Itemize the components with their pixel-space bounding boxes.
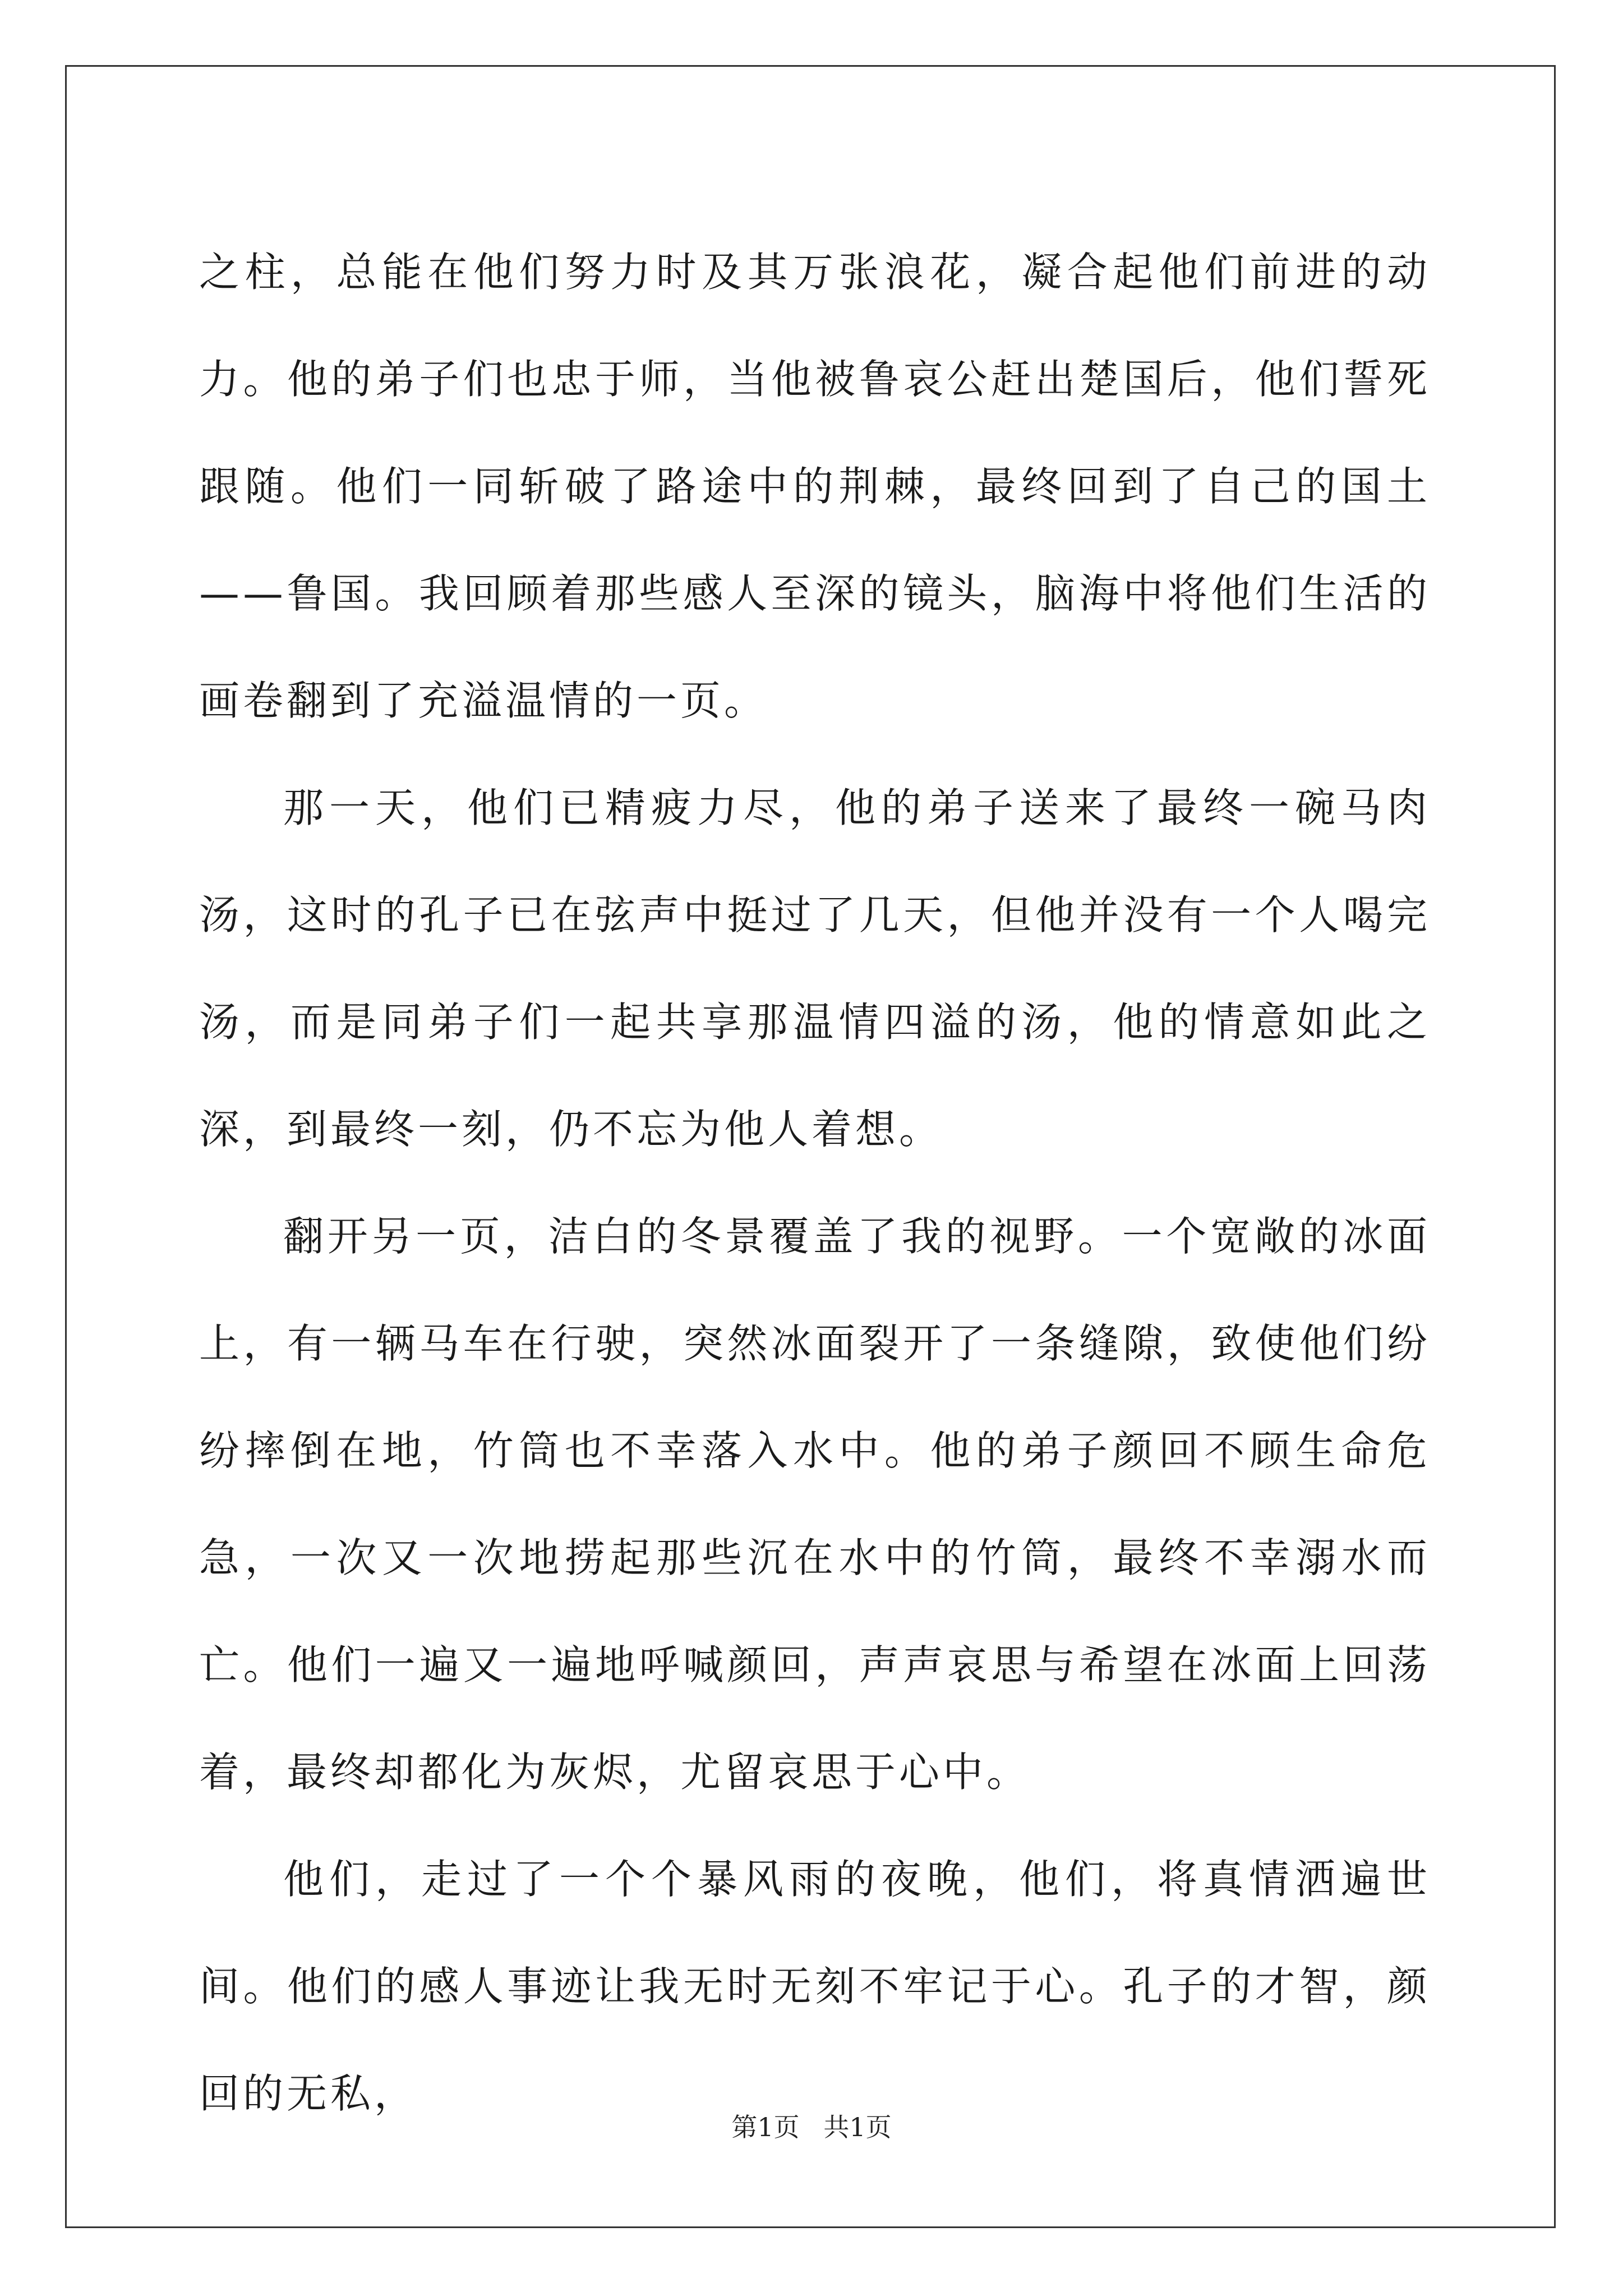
paragraph-4: 他们，走过了一个个暴风雨的夜晚，他们，将真情洒遍世间。他们的感人事迹让我无时无刻不牢记于心。孔子的才智，颜回的无私， [199, 1856, 1431, 2117]
page-footer [0, 2110, 1623, 2144]
page-number: 第1页 [731, 2112, 800, 2142]
paragraph-2: 那一天，他们已精疲力尽，他的弟子送来了最终一碗马肉汤，这时的孔子已在弦声中挺过了几天，但他并没有一个人喝完汤，而是同弟子们一起共享那温情四溢的汤，他的情意如此之深，到最终一刻，仍不忘为他人着想。 [199, 784, 1431, 1153]
paragraph-3: 翻开另一页，洁白的冬景覆盖了我的视野。一个宽敞的冰面上，有一辆马车在行驶，突然冰面裂开了一条缝隙，致使他们纷纷摔倒在地，竹筒也不幸落入水中。他的弟子颜回不顾生命危急，一次又一次地捞起那些沉在水中的竹筒，最终不幸溺水而亡。他们一遍又一遍地呼喊颜回，声声哀思与希望在冰面上回荡着，最终却都化为灰烬，尤留哀思于心中。 [199, 1213, 1431, 1796]
paragraph-1: 之柱，总能在他们努力时及其万张浪花，凝合起他们前进的动力。他的弟子们也忠于师，当他被鲁哀公赶出楚国后，他们誓死跟随。他们一同斩破了路途中的荆棘，最终回到了自己的国土——鲁国。我回顾着那些感人至深的镜头，脑海中将他们生活的画卷翻到了充溢温情的一页。 [199, 249, 1431, 724]
page-total: 共1页 [823, 2112, 892, 2142]
document-body [199, 219, 1431, 2147]
